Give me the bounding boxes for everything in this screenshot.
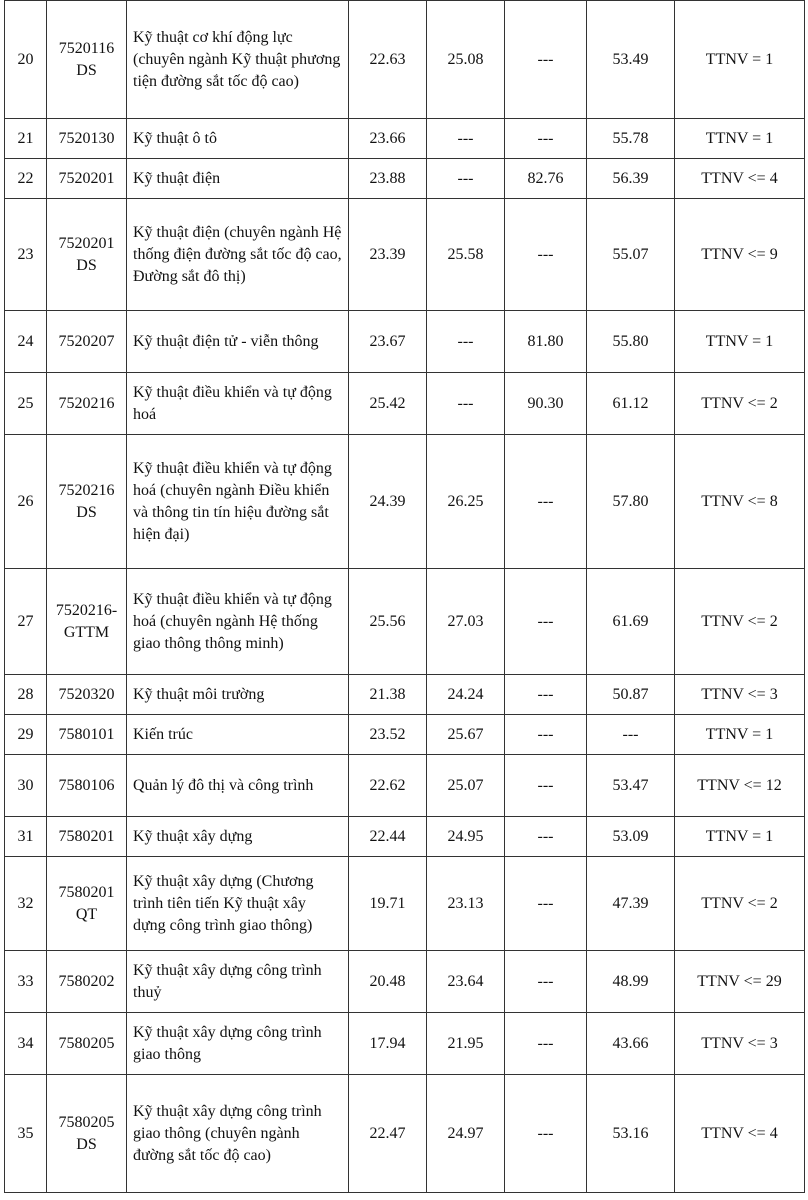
score-col-2-cell: 25.07 [427,755,505,817]
score-col-1-cell: 22.44 [349,817,427,857]
row-number-cell: 35 [5,1075,47,1193]
table-row [5,951,805,1013]
priority-note-cell: TTNV = 1 [675,311,805,373]
score-col-3-cell: --- [505,857,587,951]
major-code-cell: 7520216 [47,373,127,435]
score-col-1-cell: 21.38 [349,675,427,715]
row-number-cell: 21 [5,119,47,159]
score-col-4-cell: 53.09 [587,817,675,857]
priority-note-cell: TTNV <= 2 [675,857,805,951]
row-number-cell: 25 [5,373,47,435]
table-row [5,435,805,569]
score-col-3-cell: --- [505,199,587,311]
priority-note-cell: TTNV <= 2 [675,373,805,435]
major-name-cell: Kỹ thuật xây dựng [127,817,349,857]
row-number-cell: 28 [5,675,47,715]
score-col-3-cell: --- [505,435,587,569]
major-name-cell: Kỹ thuật xây dựng công trình thuỷ [127,951,349,1013]
table-row [5,817,805,857]
score-col-2-cell: 25.58 [427,199,505,311]
score-col-1-cell: 25.42 [349,373,427,435]
major-code-cell: 7520201 DS [47,199,127,311]
table-row [5,857,805,951]
table-row [5,1075,805,1193]
major-code-cell: 7580202 [47,951,127,1013]
score-col-3-cell: --- [505,1,587,119]
score-col-2-cell: --- [427,311,505,373]
score-col-4-cell: 55.80 [587,311,675,373]
score-col-2-cell: 25.67 [427,715,505,755]
score-col-1-cell: 20.48 [349,951,427,1013]
priority-note-cell: TTNV <= 4 [675,1075,805,1193]
score-col-3-cell: --- [505,817,587,857]
major-code-cell: 7520130 [47,119,127,159]
major-name-cell: Kỹ thuật điều khiển và tự động hoá (chuyên ngành Điều khiển và thông tin tín hiệu đường sắt hiện đại) [127,435,349,569]
score-col-1-cell: 23.67 [349,311,427,373]
score-col-4-cell: 53.49 [587,1,675,119]
score-col-4-cell: 53.47 [587,755,675,817]
score-col-2-cell: 25.08 [427,1,505,119]
table-row [5,1013,805,1075]
score-col-3-cell: --- [505,715,587,755]
priority-note-cell: TTNV = 1 [675,1,805,119]
major-name-cell: Quản lý đô thị và công trình [127,755,349,817]
major-name-cell: Kỹ thuật xây dựng công trình giao thông [127,1013,349,1075]
table-row [5,755,805,817]
score-col-4-cell: 61.69 [587,569,675,675]
major-code-cell: 7580205 DS [47,1075,127,1193]
major-code-cell: 7520116 DS [47,1,127,119]
score-col-4-cell: 55.78 [587,119,675,159]
score-col-1-cell: 22.62 [349,755,427,817]
score-col-2-cell: 24.24 [427,675,505,715]
score-col-1-cell: 19.71 [349,857,427,951]
score-col-4-cell: 43.66 [587,1013,675,1075]
score-col-3-cell: --- [505,1075,587,1193]
table-row [5,1,805,119]
major-name-cell: Kỹ thuật điện [127,159,349,199]
score-col-4-cell: 50.87 [587,675,675,715]
score-col-1-cell: 25.56 [349,569,427,675]
score-col-3-cell: --- [505,951,587,1013]
score-col-2-cell: 21.95 [427,1013,505,1075]
priority-note-cell: TTNV <= 9 [675,199,805,311]
score-col-1-cell: 22.47 [349,1075,427,1193]
score-col-3-cell: 90.30 [505,373,587,435]
major-name-cell: Kỹ thuật điện (chuyên ngành Hệ thống điện đường sắt tốc độ cao, Đường sắt đô thị) [127,199,349,311]
major-code-cell: 7520201 [47,159,127,199]
priority-note-cell: TTNV <= 3 [675,1013,805,1075]
score-col-2-cell: --- [427,119,505,159]
major-name-cell: Kỹ thuật điều khiển và tự động hoá (chuyên ngành Hệ thống giao thông thông minh) [127,569,349,675]
score-col-4-cell: 56.39 [587,159,675,199]
row-number-cell: 32 [5,857,47,951]
score-col-1-cell: 24.39 [349,435,427,569]
table-row [5,199,805,311]
major-code-cell: 7580201 [47,817,127,857]
priority-note-cell: TTNV <= 3 [675,675,805,715]
score-col-3-cell: --- [505,1013,587,1075]
score-col-1-cell: 22.63 [349,1,427,119]
table-row [5,159,805,199]
score-col-2-cell: --- [427,159,505,199]
score-col-4-cell: --- [587,715,675,755]
score-col-3-cell: 82.76 [505,159,587,199]
score-col-4-cell: 47.39 [587,857,675,951]
major-code-cell: 7580101 [47,715,127,755]
major-code-cell: 7580205 [47,1013,127,1075]
score-col-4-cell: 53.16 [587,1075,675,1193]
row-number-cell: 26 [5,435,47,569]
row-number-cell: 27 [5,569,47,675]
priority-note-cell: TTNV = 1 [675,715,805,755]
priority-note-cell: TTNV <= 4 [675,159,805,199]
score-col-3-cell: --- [505,119,587,159]
table-row [5,675,805,715]
row-number-cell: 23 [5,199,47,311]
major-name-cell: Kỹ thuật ô tô [127,119,349,159]
major-name-cell: Kỹ thuật xây dựng công trình giao thông (chuyên ngành đường sắt tốc độ cao) [127,1075,349,1193]
table-row [5,569,805,675]
row-number-cell: 24 [5,311,47,373]
score-col-1-cell: 23.52 [349,715,427,755]
row-number-cell: 22 [5,159,47,199]
score-col-2-cell: 24.95 [427,817,505,857]
table-row [5,311,805,373]
score-col-2-cell: 23.64 [427,951,505,1013]
score-col-1-cell: 23.88 [349,159,427,199]
major-name-cell: Kiến trúc [127,715,349,755]
score-col-4-cell: 61.12 [587,373,675,435]
priority-note-cell: TTNV = 1 [675,817,805,857]
row-number-cell: 20 [5,1,47,119]
major-code-cell: 7520216- GTTM [47,569,127,675]
row-number-cell: 29 [5,715,47,755]
major-code-cell: 7520320 [47,675,127,715]
major-name-cell: Kỹ thuật điều khiển và tự động hoá [127,373,349,435]
priority-note-cell: TTNV <= 29 [675,951,805,1013]
score-col-3-cell: 81.80 [505,311,587,373]
score-col-3-cell: --- [505,755,587,817]
priority-note-cell: TTNV <= 12 [675,755,805,817]
row-number-cell: 33 [5,951,47,1013]
priority-note-cell: TTNV <= 8 [675,435,805,569]
major-name-cell: Kỹ thuật môi trường [127,675,349,715]
score-col-1-cell: 23.66 [349,119,427,159]
score-col-1-cell: 23.39 [349,199,427,311]
score-col-2-cell: --- [427,373,505,435]
major-code-cell: 7580106 [47,755,127,817]
table-row [5,119,805,159]
score-col-2-cell: 23.13 [427,857,505,951]
major-name-cell: Kỹ thuật điện tử - viễn thông [127,311,349,373]
major-code-cell: 7520207 [47,311,127,373]
table-body [5,1,805,1193]
score-col-4-cell: 57.80 [587,435,675,569]
admission-score-table [4,0,805,1193]
score-col-4-cell: 55.07 [587,199,675,311]
score-col-2-cell: 27.03 [427,569,505,675]
row-number-cell: 34 [5,1013,47,1075]
major-name-cell: Kỹ thuật xây dựng (Chương trình tiên tiến Kỹ thuật xây dựng công trình giao thông) [127,857,349,951]
major-code-cell: 7580201 QT [47,857,127,951]
score-col-3-cell: --- [505,569,587,675]
major-name-cell: Kỹ thuật cơ khí động lực (chuyên ngành Kỹ thuật phương tiện đường sắt tốc độ cao) [127,1,349,119]
row-number-cell: 30 [5,755,47,817]
table-row [5,373,805,435]
score-col-4-cell: 48.99 [587,951,675,1013]
score-col-3-cell: --- [505,675,587,715]
score-col-2-cell: 24.97 [427,1075,505,1193]
priority-note-cell: TTNV <= 2 [675,569,805,675]
priority-note-cell: TTNV = 1 [675,119,805,159]
score-col-1-cell: 17.94 [349,1013,427,1075]
table-row [5,715,805,755]
major-code-cell: 7520216 DS [47,435,127,569]
row-number-cell: 31 [5,817,47,857]
score-col-2-cell: 26.25 [427,435,505,569]
